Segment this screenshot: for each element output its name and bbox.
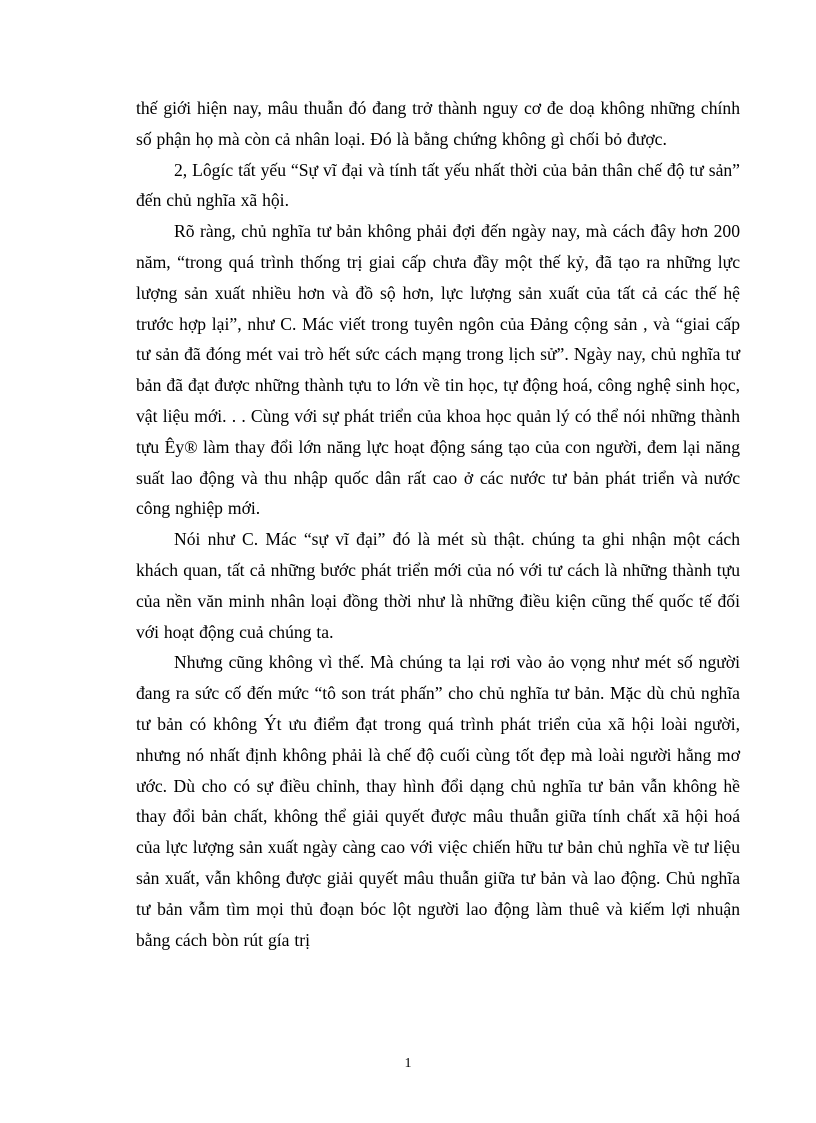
page-number: 1 (404, 1056, 412, 1071)
body-text (136, 93, 740, 955)
paragraph: Rõ ràng, chủ nghĩa tư bản không phải đợi đến ngày nay, mà cách đây hơn 200 năm, “trong quá trình thống trị giai cấp chưa đầy một thế kỷ, đã tạo ra những lực lượng sản xuất nhiều hơn và đồ sộ hơn, lực lượng sản xuất của tất cả các thế hệ trước hợp lại”, như C. Mác viết trong tuyên ngôn của Đảng cộng sản , và “giai cấp tư sản đã đóng mét vai trò hết sức cách mạng trong lịch sử”. Ngày nay, chủ nghĩa tư bản đã đạt được những thành tựu to lớn về tin học, tự động hoá, công nghệ sinh học, vật liệu mới. . . Cùng với sự phát triển của khoa học quản lý có thể nói những thành tựu Êy® làm thay đổi lớn năng lực hoạt động sáng tạo của con người, đem lại năng suất lao động và thu nhập quốc dân rất cao ở các nước tư bản phát triển và nước công nghiệp mới. (136, 221, 740, 519)
paragraph-section-heading: 2, Lôgíc tất yếu “Sự vĩ đại và tính tất yếu nhất thời của bản thân chế độ tư sản” đến chủ nghĩa xã hội. (136, 159, 740, 211)
paragraph-continuation: thế giới hiện nay, mâu thuẫn đó đang trở thành nguy cơ đe doạ không những chính số phận họ mà còn cả nhân loại. Đó là bằng chứng không gì chối bỏ được. (136, 98, 740, 149)
paragraph: Nhưng cũng không vì thế. Mà chúng ta lại rơi vào ảo vọng như mét số người đang ra sức cố đến mức “tô son trát phấn” cho chủ nghĩa tư bản. Mặc dù chủ nghĩa tư bản có không Ýt ưu điểm đạt trong quá trình phát triển của xã hội loài người, nhưng nó nhất định không phải là chế độ cuối cùng tốt đẹp mà loài người hằng mơ ước. Dù cho có sự điều chỉnh, thay hình đổi dạng chủ nghĩa tư bản vẫn không hề thay đổi bản chất, không thể giải quyết được mâu thuẫn giữa tính chất xã hội hoá của lực lượng sản xuất ngày càng cao với việc chiến hữu tư bản chủ nghĩa về tư liệu sản xuất, vẫn không được giải quyết mâu thuẫn giữa tư bản và lao động. Chủ nghĩa tư bản vẫm tìm mọi thủ đoạn bóc lột người lao động làm thuê và kiếm lợi nhuận bằng cách bòn rút gía trị (136, 652, 740, 950)
paragraph: Nói như C. Mác “sự vĩ đại” đó là mét sù thật. chúng ta ghi nhận một cách khách quan, tất cả những bước phát triển mới của nó với tư cách là những thành tựu của nền văn minh nhân loại đồng thời như là những điều kiện cũng thế quốc tế đối với hoạt động cuả chúng ta. (136, 529, 740, 642)
